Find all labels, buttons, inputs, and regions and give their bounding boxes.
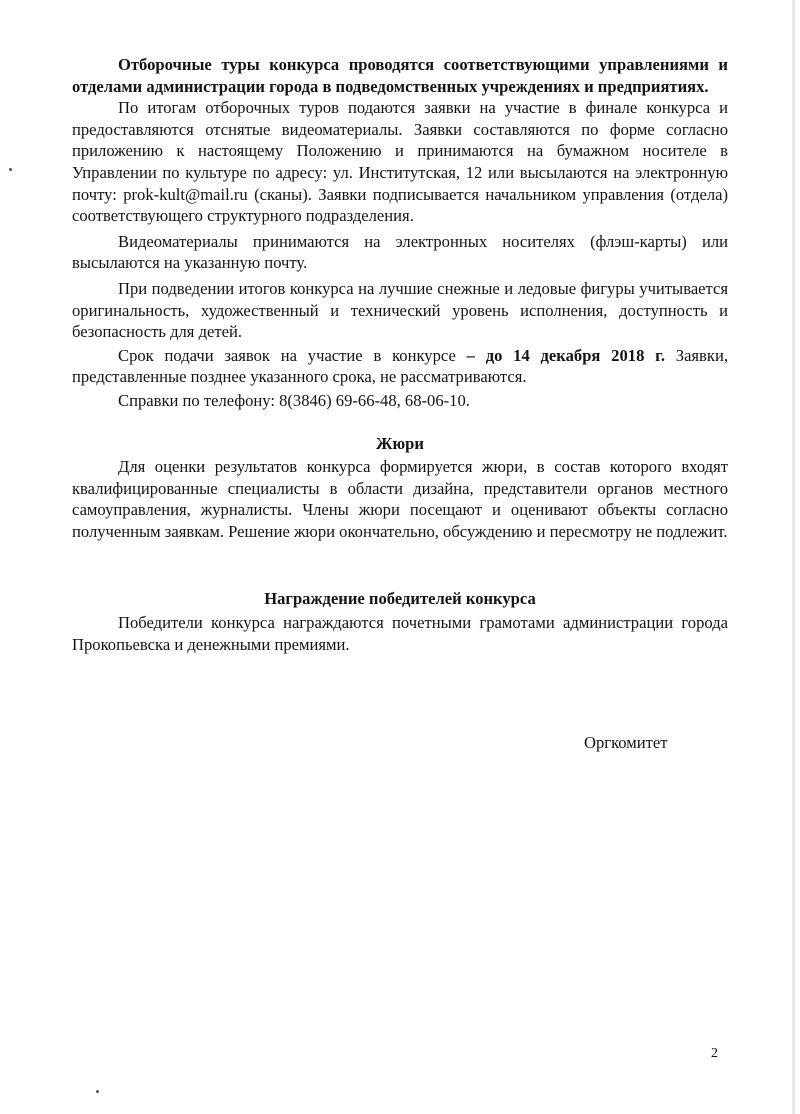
deadline-text-end: Заявки, представленные позднее указанного срока, не рассматриваются. [72,345,728,387]
jury-paragraph: Для оценки результатов конкурса формируется жюри, в состав которого входят квалифицированные специалисты в области дизайна, представители органов местного самоуправления, журналисты. Члены жюри посещают и оценивают объекты согласно полученным заявкам. Решение жюри окончательно, обсуждению и пересмотру не подлежит. [72,457,728,541]
awards-paragraph: Победители конкурса награждаются почетными грамотами администрации города Прокопьевска и денежными премиями. [72,613,728,654]
deadline-text-start: Срок подачи заявок на участие в конкурсе [118,345,467,365]
signature: Оргкомитет [584,733,668,752]
scan-speck [9,168,12,171]
deadline-date: – до 14 декабря 2018 г. [466,345,665,365]
intro-paragraph: Отборочные туры конкурса проводятся соответствующими управлениями и отделами администрации города в подведомственных учреждениях и предприятиях. [72,55,728,96]
deadline-paragraph [72,345,728,388]
page-number: 2 [711,1046,718,1061]
jury-heading: Жюри [376,433,424,453]
criteria-paragraph: При подведении итогов конкурса на лучшие снежные и ледовые фигуры учитывается оригинальность, художественный и технический уровень исполнения, доступность и безопасность для детей. [72,278,728,342]
awards-heading: Награждение победителей конкурса [264,589,536,609]
results-paragraph: По итогам отборочных туров подаются заявки на участие в финале конкурса и предоставляются отснятые видеоматериалы. Заявки составляются по форме согласно приложению к настоящему Положению и принимаются на бумажном носителе в Управлении по культуре по адресу: ул. Институтская, 12 или высылаются на электронную почту: prok-kult@mail.ru (сканы). Заявки подписывается начальником управления (отдела) соответствующего структурного подразделения. [72,98,728,226]
document-body [72,54,728,655]
scan-edge [792,0,795,1114]
video-paragraph: Видеоматериалы принимаются на электронных носителях (флэш-карты) или высылаются на указанную почту. [72,231,728,273]
phone-paragraph: Справки по телефону: 8(3846) 69-66-48, 68-06-10. [118,390,470,410]
scan-speck [96,1090,99,1093]
